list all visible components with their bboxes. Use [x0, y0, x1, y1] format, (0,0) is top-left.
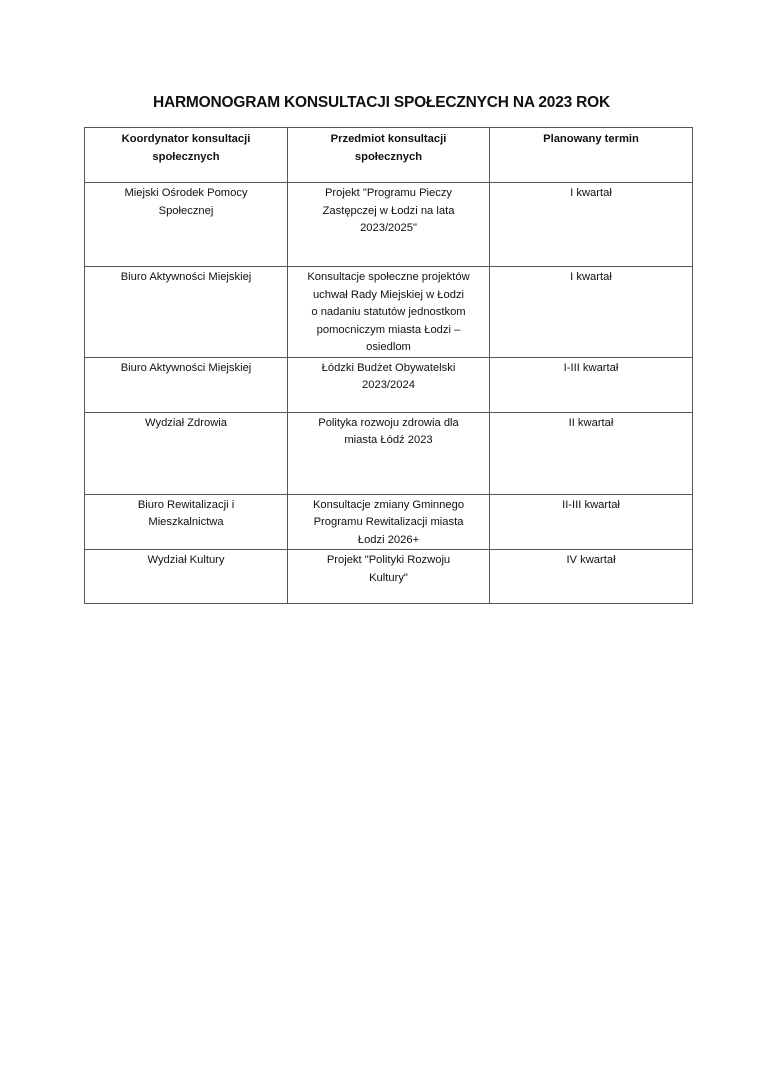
table-row [85, 494, 693, 550]
cell-coordinator: Miejski Ośrodek Pomocy Społecznej [85, 183, 288, 267]
cell-subject: Konsultacje zmiany Gminnego Programu Rewitalizacji miasta Łodzi 2026+ [288, 494, 490, 550]
table-row [85, 412, 693, 494]
cell-coordinator: Biuro Rewitalizacji i Mieszkalnictwa [85, 494, 288, 550]
consultation-schedule-table [84, 127, 693, 604]
cell-coordinator: Biuro Aktywności Miejskiej [85, 357, 288, 412]
cell-coordinator: Biuro Aktywności Miejskiej [85, 267, 288, 358]
table-row [85, 183, 693, 267]
table-row [85, 550, 693, 604]
cell-subject: Konsultacje społeczne projektów uchwał Rady Miejskiej w Łodzi o nadaniu statutów jednostkom pomocniczym miasta Łodzi – osiedlom [288, 267, 490, 358]
cell-planned-term: II kwartał [490, 412, 693, 494]
cell-coordinator: Wydział Zdrowia [85, 412, 288, 494]
document-title: HARMONOGRAM KONSULTACJI SPOŁECZNYCH NA 2023 ROK [152, 94, 611, 111]
cell-subject: Polityka rozwoju zdrowia dla miasta Łódź 2023 [288, 412, 490, 494]
cell-planned-term: II-III kwartał [490, 494, 693, 550]
cell-subject: Projekt "Polityki Rozwoju Kultury" [288, 550, 490, 604]
table-header-row [85, 128, 693, 183]
header-planned-term: Planowany termin [490, 128, 693, 183]
header-subject: Przedmiot konsultacji społecznych [288, 128, 490, 183]
table-row [85, 267, 693, 358]
cell-planned-term: I-III kwartał [490, 357, 693, 412]
table-row [85, 357, 693, 412]
cell-subject: Projekt "Programu Pieczy Zastępczej w Łodzi na lata 2023/2025" [288, 183, 490, 267]
header-coordinator: Koordynator konsultacji społecznych [85, 128, 288, 183]
cell-planned-term: I kwartał [490, 267, 693, 358]
cell-planned-term: I kwartał [490, 183, 693, 267]
cell-subject: Łódzki Budżet Obywatelski 2023/2024 [288, 357, 490, 412]
cell-coordinator: Wydział Kultury [85, 550, 288, 604]
cell-planned-term: IV kwartał [490, 550, 693, 604]
